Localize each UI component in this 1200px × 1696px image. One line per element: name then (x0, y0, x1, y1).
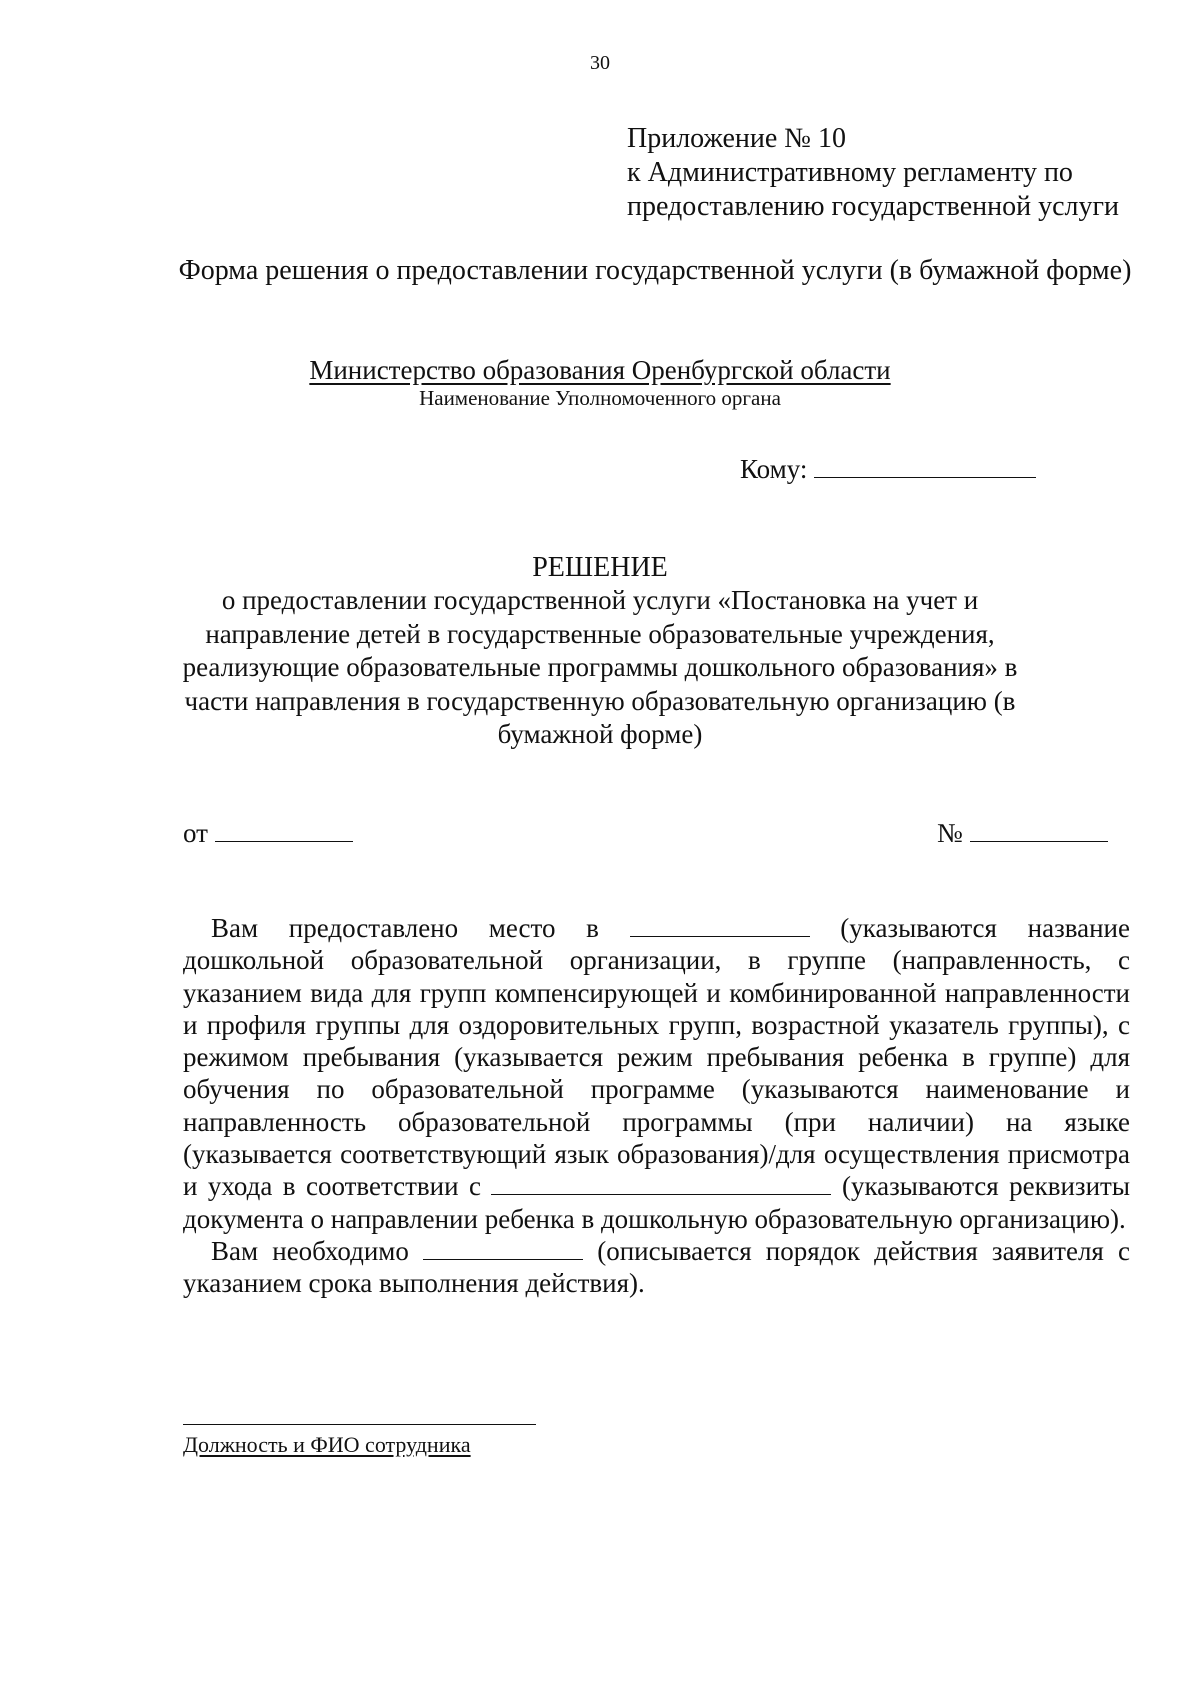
appendix-header (627, 122, 1167, 224)
organization-blank-line (630, 936, 810, 937)
body-paragraph-2 (183, 1235, 1130, 1300)
appendix-line-1: Приложение № 10 (627, 123, 846, 154)
recipient-field (740, 454, 1036, 485)
date-field (183, 818, 353, 849)
p2-text-1: Вам необходимо (211, 1235, 409, 1266)
decision-subtitle: о предоставлении государственной услуги «Постановка на учет и направление детей в государственные образовательные учреждения, реализующие образовательные программы дошкольного образования» в части направления в государственную образовательную организацию (в бумажной форме) (182, 585, 1018, 749)
authority-name: Министерство образования Оренбургской области (309, 355, 891, 385)
authority-caption: Наименование Уполномоченного органа (419, 386, 781, 410)
p1-text-1: Вам предоставлено место в (211, 913, 599, 943)
recipient-label: Кому: (740, 454, 808, 484)
authority-name-block (0, 355, 1200, 386)
signature-line (183, 1424, 536, 1425)
signature-caption: Должность и ФИО сотрудника (183, 1432, 471, 1457)
action-blank-line (423, 1259, 583, 1260)
number-field (937, 818, 1108, 849)
decision-body (183, 912, 1130, 1300)
page-number: 30 (590, 52, 610, 74)
p2-text-2: (описывается порядок действия заявителя с указанием срока выполнения действия). (183, 1235, 1130, 1299)
appendix-line-3: предоставлению государственной услуги (627, 191, 1119, 222)
body-paragraph-1 (183, 912, 1130, 1235)
number-blank-line (970, 841, 1108, 842)
date-label: от (183, 818, 208, 848)
number-label: № (937, 818, 963, 848)
decision-heading: РЕШЕНИЕ (532, 552, 668, 583)
form-title: Форма решения о предоставлении государственной услуги (в бумажной форме) (178, 255, 1132, 286)
date-blank-line (215, 841, 353, 842)
document-blank-line (491, 1194, 831, 1195)
p1-text-3: (указываются реквизиты документа о направлении ребенка в дошкольную образовательную организацию). (183, 1171, 1130, 1234)
p1-text-2: (указываются название дошкольной образовательной организации, в группе (направленность, с указанием вида для групп компенсирующей и комбинированной направленности и профиля группы для оздоровительных групп, возрастной указатель группы), с режимом пребывания (указывается режим пребывания ребенка в группе) для обучения по образовательной программе (указываются наименование и направленность образовательной программы (при наличии) на языке (указывается соответствующий язык образования)/для осуществления присмотра и ухода в соответствии с (183, 913, 1130, 1202)
recipient-blank-line (814, 477, 1036, 478)
appendix-line-2: к Административному регламенту по (627, 157, 1073, 188)
